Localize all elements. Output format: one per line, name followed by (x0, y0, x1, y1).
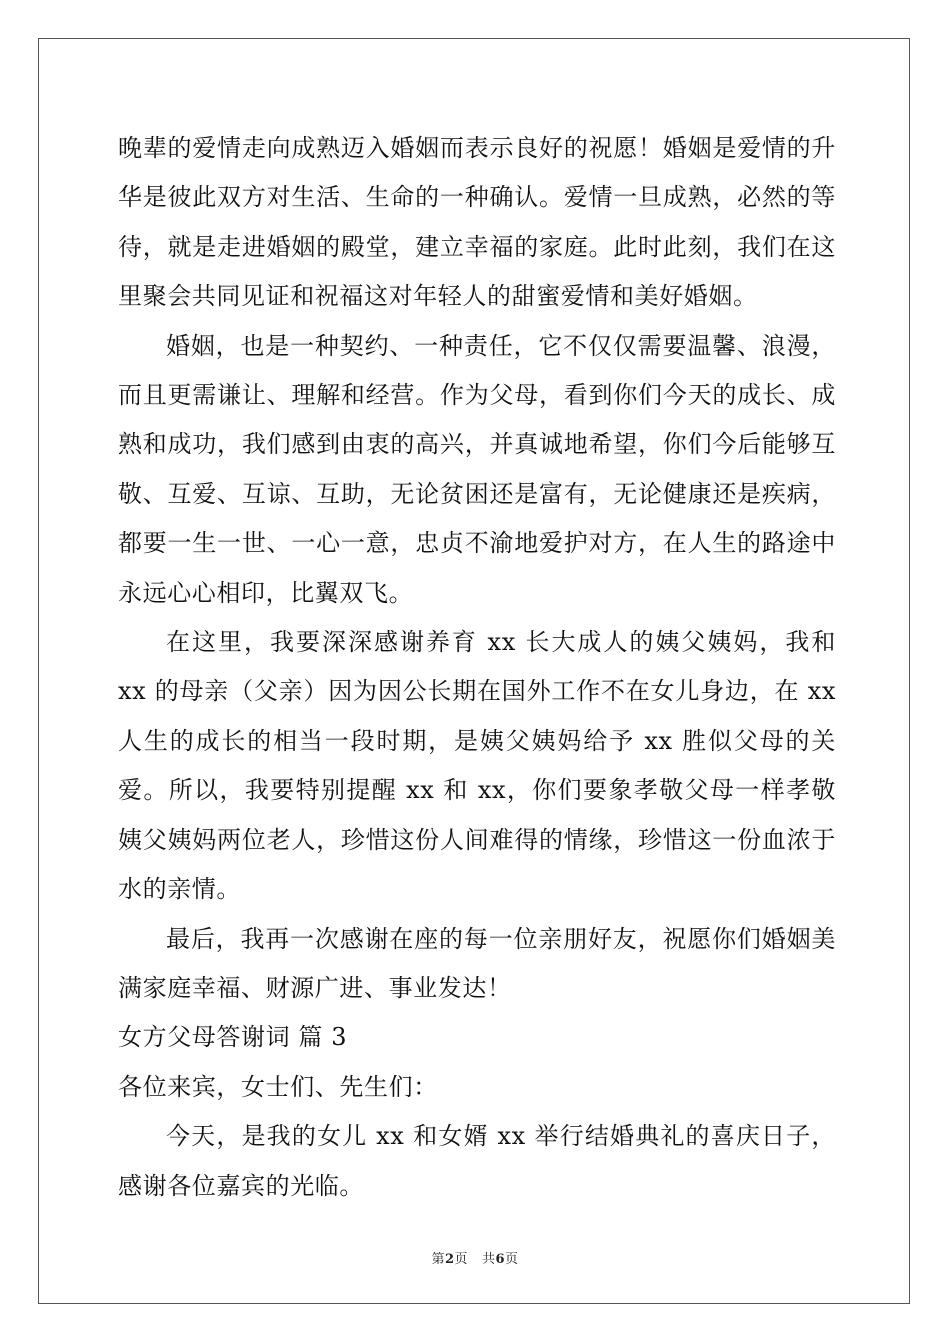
paragraph-4: 最后，我再一次感谢在座的每一位亲朋好友，祝愿你们婚姻美满家庭幸福、财源广进、事业发达！ (118, 924, 836, 1002)
page-footer (0, 1248, 950, 1267)
page-prefix: 第 (431, 1252, 445, 1267)
document-body (118, 124, 836, 1211)
total-suffix: 页 (505, 1252, 519, 1267)
paragraph-3: 在这里，我要深深感谢养育 xx 长大成人的姨父姨妈，我和 xx 的母亲（父亲）因为因公长期在国外工作不在女儿身边，在 xx 人生的成长的相当一段时期，是姨父姨妈给予 xx 胜似父母的关爱。所以，我要特别提醒 xx 和 xx，你们要象孝敬父母一样孝敬姨父姨妈两位老人，珍惜这份人间难得的情缘，珍惜这一份血浓于水的亲情。 (118, 628, 836, 904)
page-number: 2 (444, 1252, 455, 1267)
page-suffix: 页 (454, 1252, 469, 1267)
paragraph-1: 晚辈的爱情走向成熟迈入婚姻而表示良好的祝愿！婚姻是爱情的升华是彼此双方对生活、生命的一种确认。爱情一旦成熟，必然的等待，就是走进婚姻的殿堂，建立幸福的家庭。此时此刻，我们在这里聚会共同见证和祝福这对年轻人的甜蜜爱情和美好婚姻。 (118, 134, 836, 311)
salutation: 各位来宾，女士们、先生们： (118, 1072, 438, 1101)
total-prefix: 共 (481, 1252, 496, 1267)
total-pages: 6 (495, 1252, 506, 1267)
paragraph-2: 婚姻，也是一种契约、一种责任，它不仅仅需要温馨、浪漫，而且更需谦让、理解和经营。作为父母，看到你们今天的成长、成熟和成功，我们感到由衷的高兴，并真诚地希望，你们今后能够互敬、互爱、互谅、互助，无论贫困还是富有，无论健康还是疾病，都要一生一世、一心一意，忠贞不渝地爱护对方，在人生的路途中永远心心相印，比翼双飞。 (118, 331, 836, 607)
closing-paragraph: 今天，是我的女儿 xx 和女婿 xx 举行结婚典礼的喜庆日子，感谢各位嘉宾的光临。 (118, 1122, 836, 1200)
section-heading: 女方父母答谢词 篇 3 (118, 1023, 348, 1052)
